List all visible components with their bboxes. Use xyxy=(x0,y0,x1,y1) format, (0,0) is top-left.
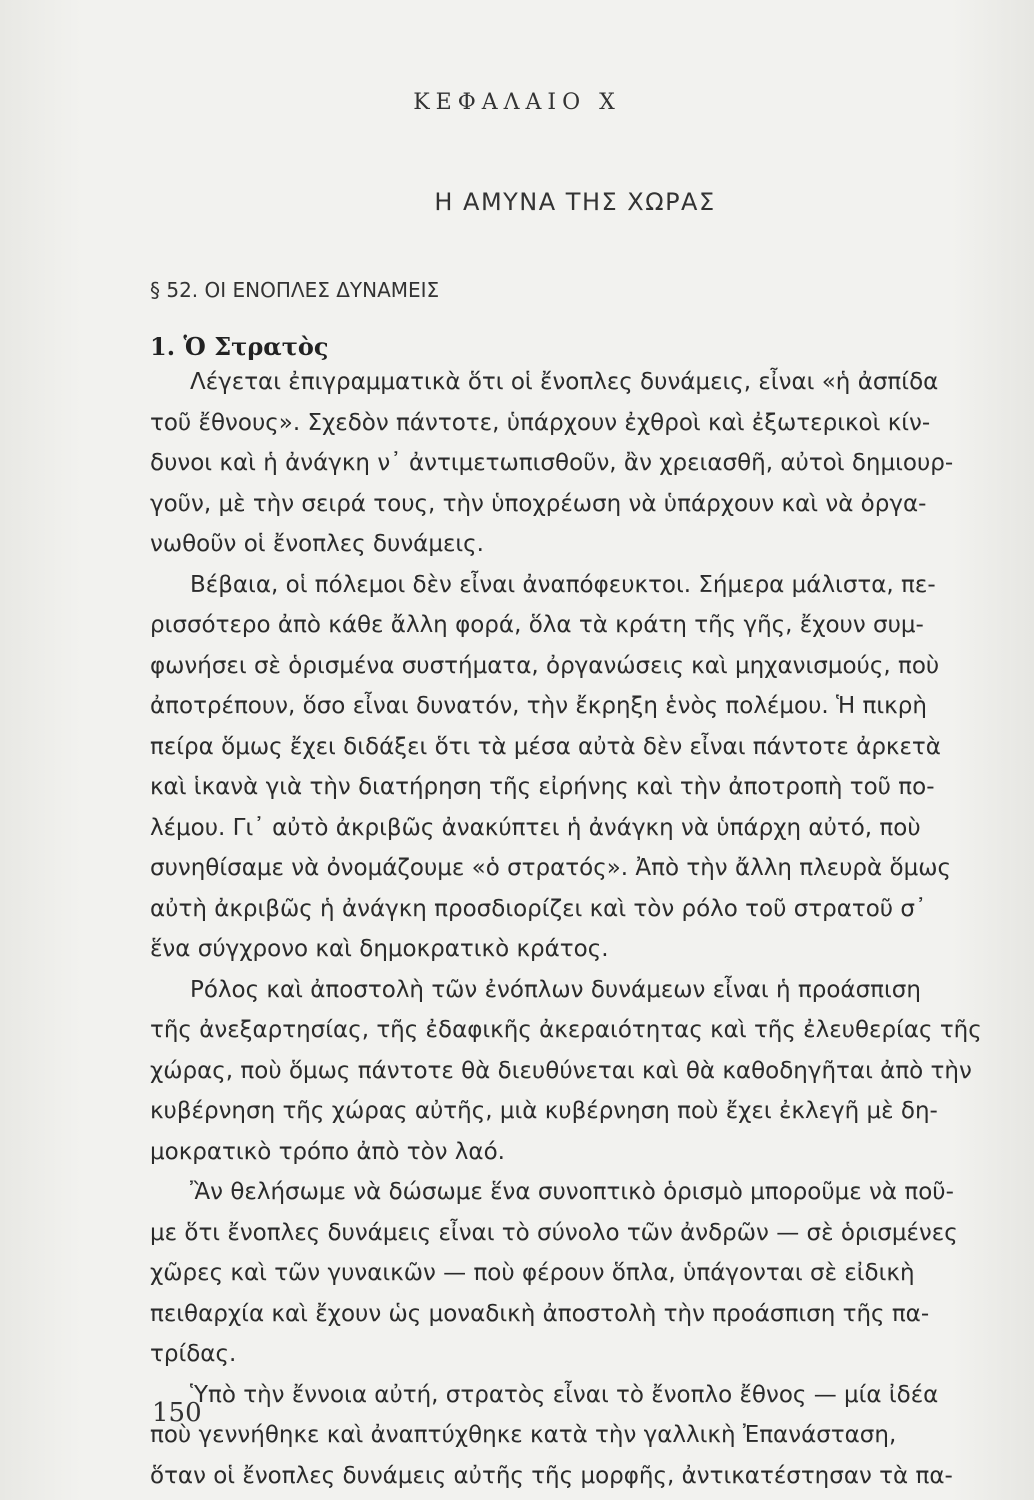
text-line: Βέβαια, οἱ πόλεμοι δὲν εἶναι ἀναπόφευκτοι. Σήμερα μάλιστα, πε- xyxy=(190,571,936,598)
text-line: μοκρατικὸ τρόπο ἀπὸ τὸν λαό. xyxy=(150,1138,505,1165)
text-line: ρισσότερο ἀπὸ κάθε ἄλλη φορά, ὅλα τὰ κράτη τῆς γῆς, ἔχουν συμ- xyxy=(150,612,924,638)
text-line: Λέγεται ἐπιγραμματικὰ ὅτι οἱ ἔνοπλες δυνάμεις, εἶναι «ἡ ἀσπίδα xyxy=(190,369,939,395)
text-line: λέμου. Γι᾽ αὐτὸ ἀκριβῶς ἀνακύπτει ἡ ἀνάγκη νὰ ὑπάρχη αὐτό, ποὺ xyxy=(150,814,921,841)
text-line: πειθαρχία καὶ ἔχουν ὡς μοναδικὴ ἀποστολὴ τὴν προάσπιση τῆς πα- xyxy=(150,1300,930,1327)
text-line: τοῦ ἔθνους». Σχεδὸν πάντοτε, ὑπάρχουν ἐχθροὶ καὶ ἐξωτερικοὶ κίν- xyxy=(150,409,931,436)
text-line: τῆς ἀνεξαρτησίας, τῆς ἐδαφικῆς ἀκεραιότητας καὶ τῆς ἐλευθερίας τῆς xyxy=(150,1017,982,1043)
chapter-title: Η ΑΜΥΝΑ ΤΗΣ ΧΩΡΑΣ xyxy=(434,188,716,216)
text-line: φωνήσει σὲ ὁρισμένα συστήματα, ὀργανώσεις καὶ μηχανισμούς, ποὺ xyxy=(150,652,940,679)
text-line: Ὑπὸ τὴν ἔννοια αὐτή, στρατὸς εἶναι τὸ ἔνοπλο ἔθνος — μία ἰδέα xyxy=(190,1381,939,1408)
text-line: Ρόλος καὶ ἀποστολὴ τῶν ἐνόπλων δυνάμεων εἶναι ἡ προάσπιση xyxy=(190,976,921,1003)
text-line: γοῦν, μὲ τὴν σειρά τους, τὴν ὑποχρέωση νὰ ὑπάρχουν καὶ νὰ ὀργα- xyxy=(150,490,927,517)
text-line: αὐτὴ ἀκριβῶς ἡ ἀνάγκη προσδιορίζει καὶ τὸν ρόλο τοῦ στρατοῦ σ᾽ xyxy=(150,895,927,922)
text-line: χώρας, ποὺ ὅμως πάντοτε θὰ διευθύνεται καὶ θὰ καθοδηγῆται ἀπὸ τὴν xyxy=(150,1057,972,1084)
page-number: 150 xyxy=(152,1398,202,1428)
chapter-heading: ΚΕΦΑΛΑΙΟ Χ xyxy=(413,90,621,115)
text-line: ὅταν οἱ ἔνοπλες δυνάμεις αὐτῆς τῆς μορφῆς, ἀντικατέστησαν τὰ πα- xyxy=(150,1462,953,1489)
text-line: ἕνα σύγχρονο καὶ δημοκρατικὸ κράτος. xyxy=(150,936,609,962)
text-line: Ἂν θελήσωμε νὰ δώσωμε ἕνα συνοπτικὸ ὁρισμὸ μποροῦμε νὰ ποῦ- xyxy=(190,1179,954,1205)
body-text xyxy=(150,362,1010,1496)
text-line: κυβέρνηση τῆς χώρας αὐτῆς, μιὰ κυβέρνηση ποὺ ἔχει ἐκλεγῆ μὲ δη- xyxy=(150,1098,938,1124)
text-line: χῶρες καὶ τῶν γυναικῶν — ποὺ φέρουν ὅπλα, ὑπάγονται σὲ εἰδικὴ xyxy=(150,1260,915,1286)
text-line: τρίδας. xyxy=(150,1341,237,1367)
text-line: καὶ ἱκανὰ γιὰ τὴν διατήρηση τῆς εἰρήνης καὶ τὴν ἀποτροπὴ τοῦ πο- xyxy=(150,774,935,800)
section-heading: § 52. ΟΙ ΕΝΟΠΛΕΣ ΔΥΝΑΜΕΙΣ xyxy=(150,278,440,302)
text-line: ἀποτρέπουν, ὅσο εἶναι δυνατόν, τὴν ἔκρηξη ἑνὸς πολέμου. Ἡ πικρὴ xyxy=(150,693,927,719)
text-line: ποὺ γεννήθηκε καὶ ἀναπτύχθηκε κατὰ τὴν γαλλικὴ Ἐπανάσταση, xyxy=(150,1422,897,1448)
text-line: δυνοι καὶ ἡ ἀνάγκη ν᾽ ἀντιμετωπισθοῦν, ἂν χρειασθῆ, αὐτοὶ δημιουρ- xyxy=(150,450,954,476)
text-line: νωθοῦν οἱ ἔνοπλες δυνάμεις. xyxy=(150,531,484,557)
text-line: συνηθίσαμε νὰ ὀνομάζουμε «ὁ στρατός». Ἀπὸ τὴν ἄλλη πλευρὰ ὅμως xyxy=(150,855,951,881)
text-line: με ὅτι ἔνοπλες δυνάμεις εἶναι τὸ σύνολο τῶν ἀνδρῶν — σὲ ὁρισμένες xyxy=(150,1219,958,1246)
subsection-heading: 1. Ὁ Στρατὸς xyxy=(150,332,329,361)
text-line: πείρα ὅμως ἔχει διδάξει ὅτι τὰ μέσα αὐτὰ δὲν εἶναι πάντοτε ἀρκετὰ xyxy=(150,733,941,760)
